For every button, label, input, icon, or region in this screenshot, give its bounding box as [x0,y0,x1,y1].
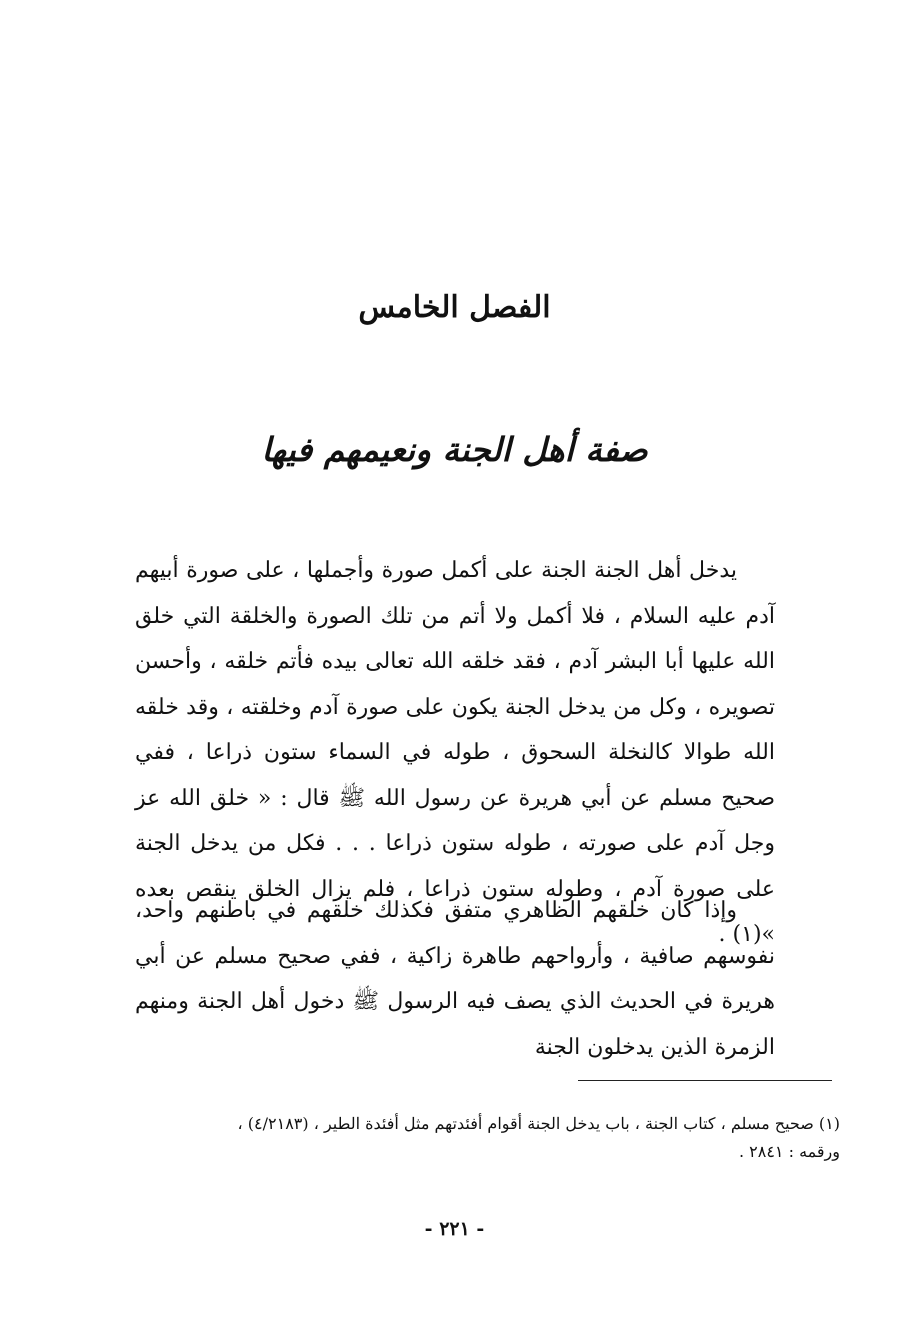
body-paragraph: وإذا كان خلقهم الظاهري متفق فكذلك خلقهم في باطنهم واحد، نفوسهم صافية ، وأرواحهم طاهرة زاكية ، ففي صحيح مسلم عن أبي هريرة في الحديث الذي يصف فيه الرسول ﷺ دخول أهل الجنة ومنهم الزمرة الذين يدخلون الجنة [135,898,775,1060]
body-paragraph-2-container [135,888,775,1070]
footnote [140,1110,840,1166]
body-paragraph: يدخل أهل الجنة الجنة على أكمل صورة وأجملها ، على صورة أبيهم آدم عليه السلام ، فلا أكمل ولا أتم من تلك الصورة والخلقة التي خلق الله عليها أبا البشر آدم ، فقد خلقه الله تعالى بيده فأتم خلقه ، وأحسن تصويره ، وكل من يدخل الجنة يكون على صورة آدم وخلقته ، وقد خلقه الله طوالا كالنخلة السحوق ، طوله في السماء ستون ذراعا ، ففي صحيح مسلم عن أبي هريرة عن رسول الله ﷺ قال : « خلق الله عز وجل آدم على صورته ، طوله ستون ذراعا . . . فكل من يدخل الجنة على صورة آدم ، وطوله ستون ذراعا ، فلم يزال الخلق ينقص بعده »(١) . [135,558,775,947]
chapter-title: الفصل الخامس [358,290,551,325]
page-number: - ٢٢١ - [424,1218,485,1240]
section-title: صفة أهل الجنة ونعيمهم فيها [261,430,648,469]
footnote-divider [578,1080,832,1081]
footnote-line-2: ورقمه : ٢٨٤١ . [738,1142,840,1161]
footnote-line-1: (١) صحيح مسلم ، كتاب الجنة ، باب يدخل الجنة أقوام أفئدتهم مثل أفئدة الطير ، (٤/٢١٨٣) ، [237,1114,840,1133]
